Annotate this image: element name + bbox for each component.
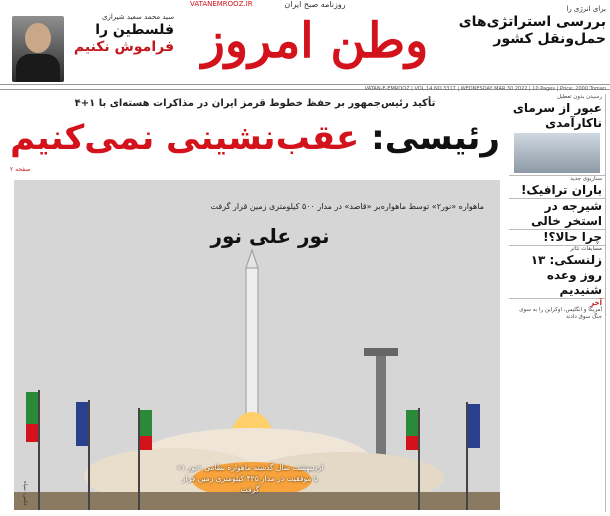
flag-iran-3-red (406, 436, 418, 450)
sidebar-story-3[interactable] (509, 199, 605, 229)
portrait-head (25, 23, 51, 53)
newspaper-logo: وطن امروز (201, 13, 429, 69)
sidebar-section-label: آخر (590, 299, 602, 307)
sidebar-story-4[interactable] (509, 230, 605, 245)
sidebar-story-1-title: عبور از سرمای ناکارآمدی (512, 101, 602, 130)
flagpole-3 (138, 408, 140, 510)
flagpole-5 (466, 402, 468, 510)
tower-top (364, 348, 398, 356)
main-headline[interactable] (10, 114, 500, 162)
columnist-portrait (12, 16, 64, 82)
columnist-name: سید محمد سعید شیرازی (102, 13, 174, 21)
sidebar-story-2-title: باران ترافیک! (520, 183, 602, 197)
sidebar-story-6-text: آمریکا و انگلیس، اوکراین را به سوی جنگ سوق دادند (519, 307, 602, 320)
tagline: روزنامه صبح ایران (284, 0, 346, 9)
refinery-thumbnail (514, 133, 600, 173)
sidebar-story-3-title: شیرجه در استخر خالی (531, 199, 602, 228)
photo-credit: عکس: سپاه (22, 480, 28, 506)
header-left-text (66, 12, 174, 82)
rocket-body (246, 268, 258, 418)
photo-title: نور علی نور (210, 224, 330, 248)
sidebar (510, 94, 606, 512)
flag-blue-1 (76, 402, 88, 446)
page-reference: صفحه ۲ (10, 166, 31, 173)
flag-iran-1-red (26, 424, 38, 442)
portrait-body (16, 54, 60, 82)
sidebar-story-5-title: زلنسکی: ۱۳ روز وعده شنیدیم (530, 253, 602, 297)
sidebar-story-4-title: چرا حالا؟! (543, 230, 602, 244)
photo-caption-bottom: اردیبهشت سال گذشته ماهواره نظامی «نور ۱» با موفقیت در مدار ۴۲۵ کیلومتری زمین قرار گرفت (176, 463, 324, 494)
sidebar-story-1-kicker: رسیدن بدون تعطیل (557, 94, 602, 100)
headline-quote: عقب‌نشینی نمی‌کنیم (10, 118, 360, 158)
site-url[interactable]: VATANEMROOZ.IR (190, 0, 253, 8)
sidebar-story-5[interactable] (509, 246, 605, 298)
photo-caption-top: ماهواره «نور۲» توسط ماهواره‌بر «قاصد» در مدار ۵۰۰ کیلومتری زمین قرار گرفت (210, 202, 484, 211)
sidebar-story-5-kicker: مسابقات تئاتر (570, 246, 602, 252)
headline-speaker: رئیسی: (359, 118, 500, 158)
issue-info-line: VATAN-E-EMROOZ | VOL.14 NO.3317 | WEDNESDAY MAR.30 2022 | 10 Pages | Price: 2000 Toman (364, 86, 606, 92)
sidebar-story-6[interactable] (509, 299, 605, 321)
header-right-teaser[interactable] (458, 4, 606, 80)
sidebar-story-2[interactable] (509, 176, 605, 198)
flag-blue-2 (468, 404, 480, 448)
sidebar-story-1[interactable] (509, 94, 605, 131)
flagpole-2 (88, 400, 90, 510)
sidebar-story-2-kicker: سناریوی جدید (570, 176, 602, 182)
header-left-teaser[interactable] (4, 4, 172, 80)
flagpole-4 (418, 408, 420, 510)
header-right-small: برای انرژی را (566, 5, 606, 13)
flag-iran-2-red (140, 436, 152, 450)
header-left-headline-1: فلسطین را (95, 22, 174, 38)
main-kicker: تأکید رئیس‌جمهور بر حفظ خطوط قرمز ایران در مذاکرات هسته‌ای با ۱+۴ (74, 98, 436, 109)
header-left-headline-2: فراموش نکنیم (73, 39, 174, 55)
flagpole-1 (38, 390, 40, 510)
header-right-headline: بررسی استراتژی‌های حمل‌ونقل کشور (458, 14, 606, 47)
